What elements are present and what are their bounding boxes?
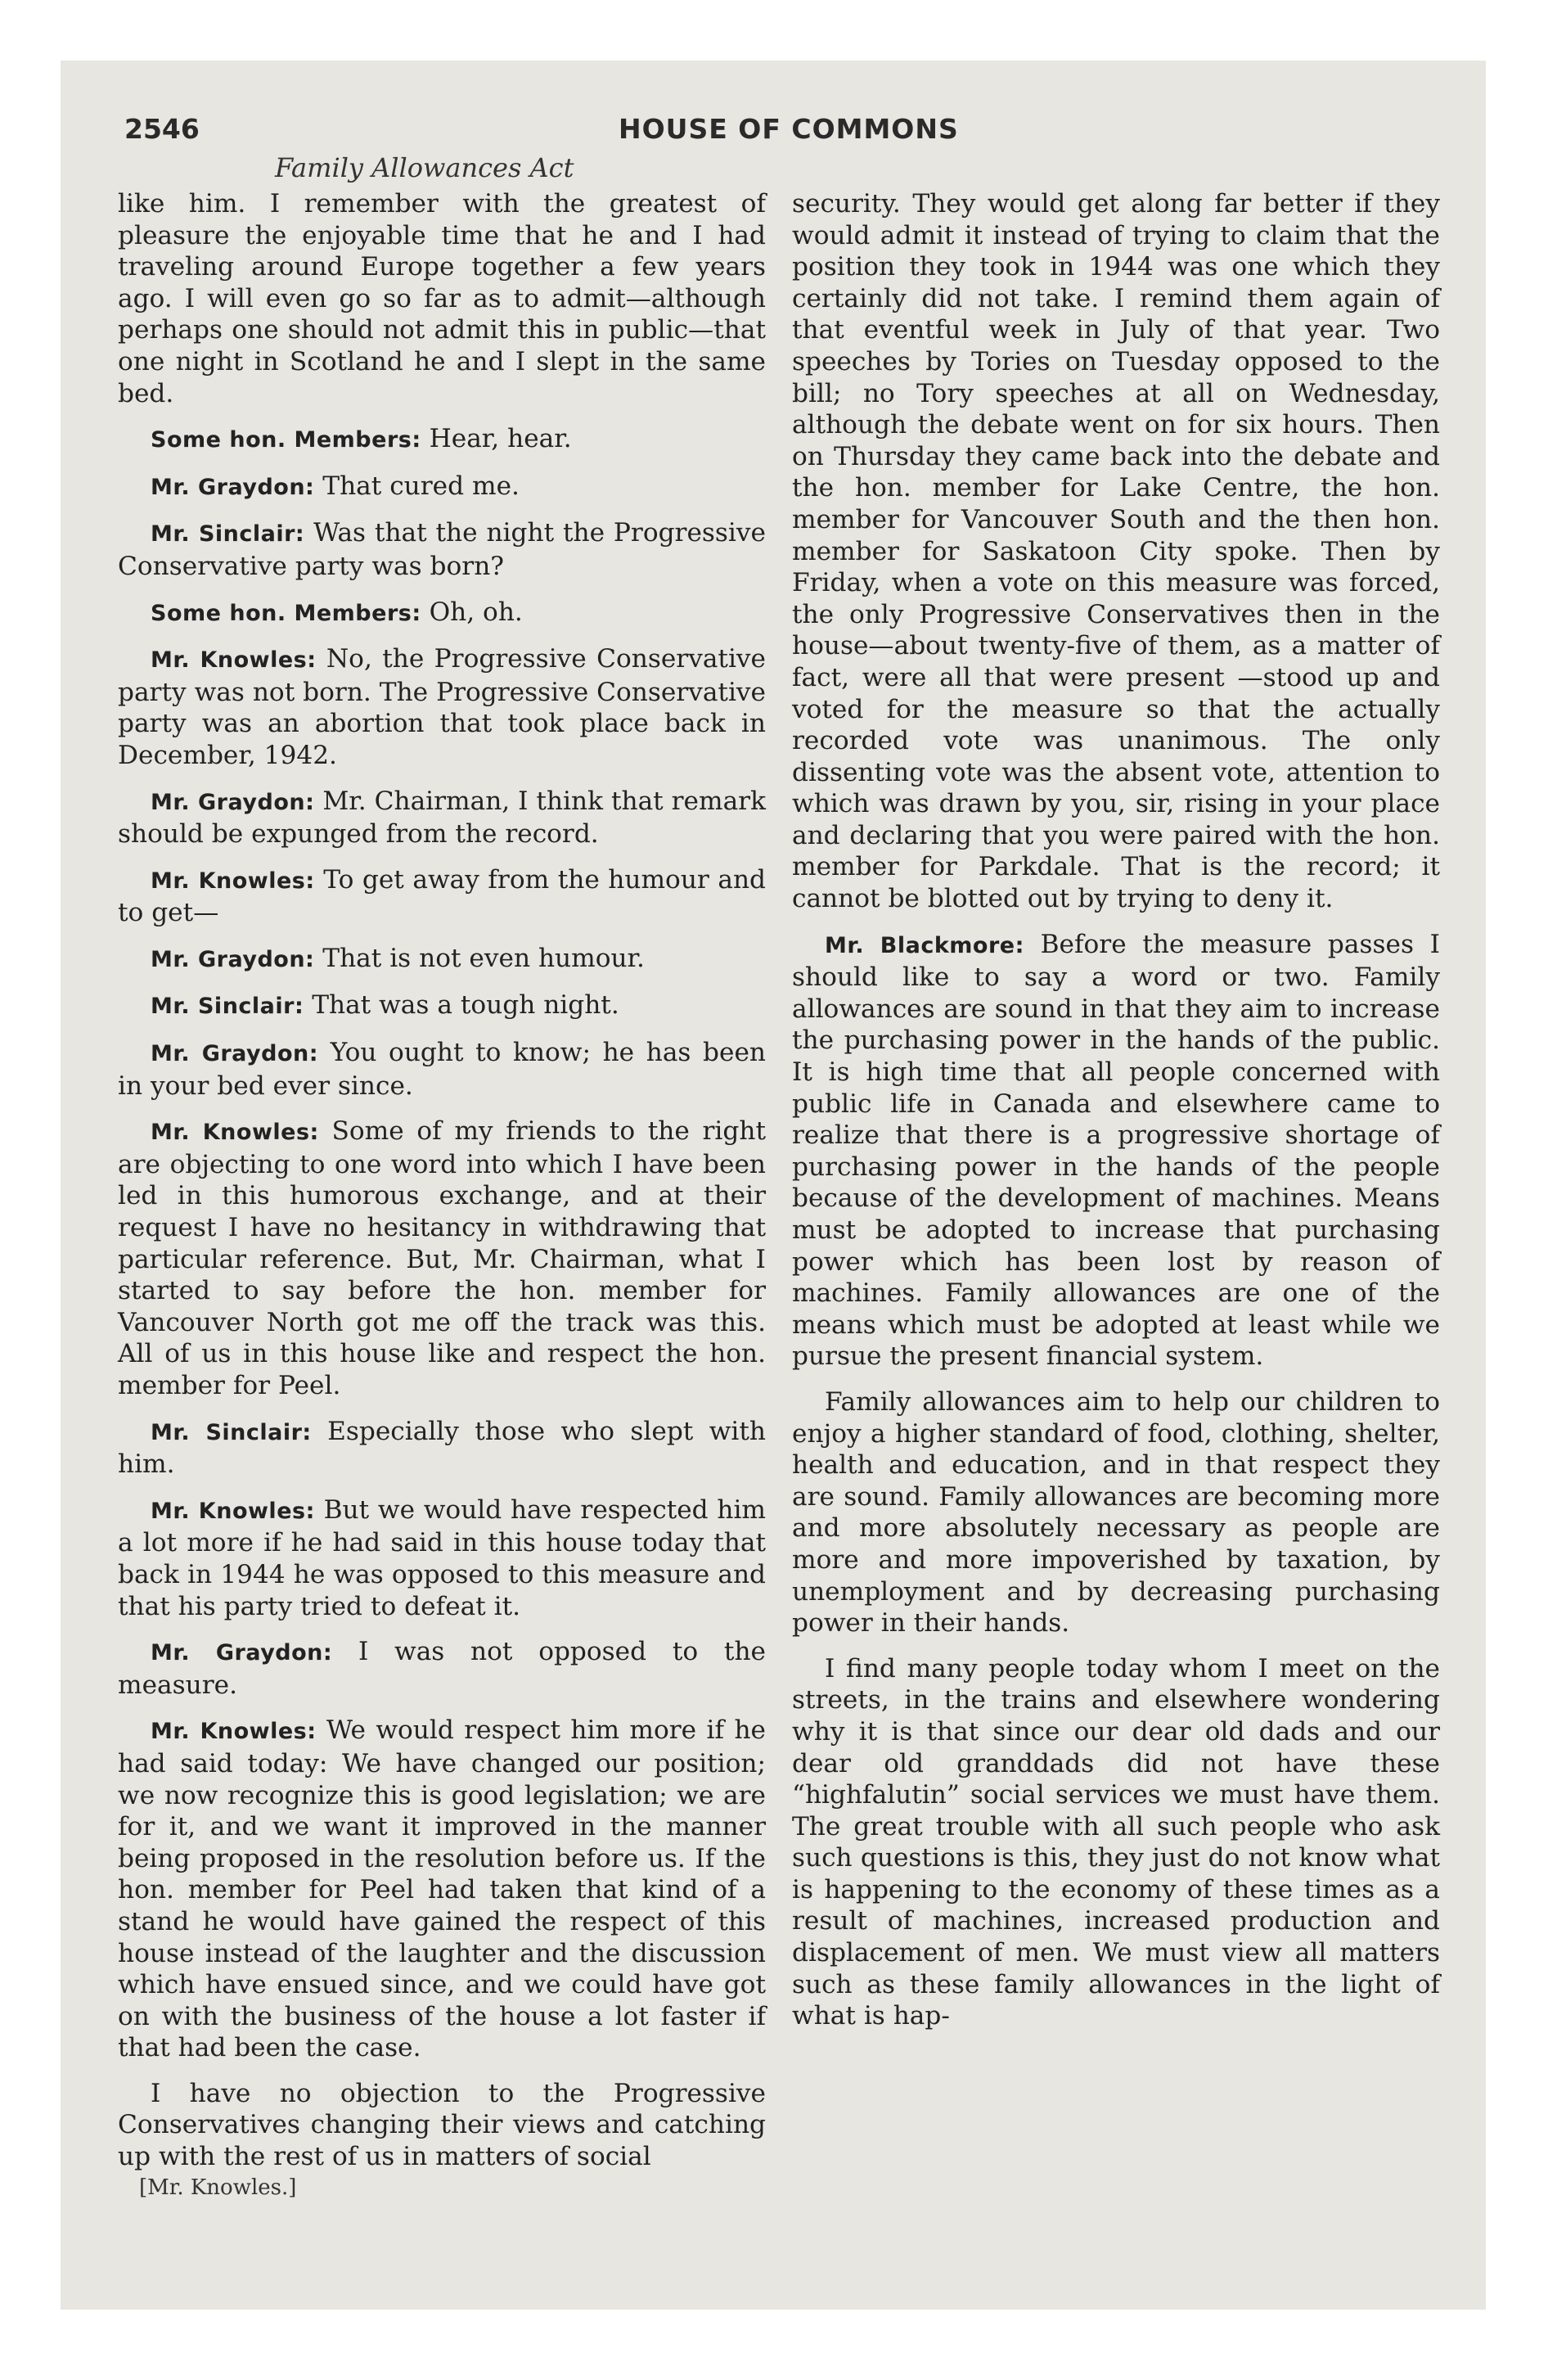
paragraph [118, 471, 766, 504]
paragraph [118, 188, 766, 409]
speaker-name: Some hon. Members: [151, 600, 421, 626]
speaker-name: Mr. Sinclair: [151, 1419, 312, 1445]
speaker-name: Mr. Knowles: [151, 647, 317, 674]
speaker-name: Mr. Knowles: [151, 1719, 317, 1745]
paragraph [118, 643, 766, 771]
paragraph-text: That was a tough night. [312, 990, 619, 1021]
speaker-name: Mr. Graydon: [151, 1640, 333, 1666]
paragraph-text: You ought to know; he has been in your bed ever since. [118, 1038, 767, 1101]
paragraph [118, 864, 766, 929]
footer-speaker-tag: [Mr. Knowles.] [139, 2175, 297, 2200]
paragraph-text: Mr. Chairman, I think that remark should be expunged from the record. [118, 786, 766, 850]
paragraph-text: like him. I remember with the greatest of pleasure the enjoyable time that he and I had traveling around Europe together a few years ago. I will even go so far as to admit—although perhaps one should not admit this in public—that one night in Scotland he and I slept in the same bed. [118, 189, 766, 408]
paragraph-text: Was that the night the Progressive Conservative party was born? [118, 518, 766, 581]
paragraph [118, 423, 766, 457]
paragraph-text: I have no objection to the Progressive Conservatives changing their views and catching up with the rest of us in matters of social [118, 2078, 766, 2172]
paragraph-text: We would respect him more if he had said today: We have changed our position; we now recognize this is good legislation; we are for it, and we want it improved in the manner being proposed in the resolution before us. If the hon. member for Peel had taken that kind of a stand he would have gained the respect of this house instead of the laughter and the discussion which have ensued since, and we could have got on with the business of the house a lot faster if that had been the case. [118, 1715, 766, 2063]
paragraph [792, 188, 1440, 915]
paragraph-text: Especially those who slept with him. [118, 1416, 766, 1480]
speaker-name: Mr. Graydon: [151, 1041, 319, 1067]
speaker-name: Some hon. Members: [151, 427, 421, 453]
speaker-name: Mr. Knowles: [151, 1498, 315, 1524]
speaker-name: Mr. Knowles: [151, 868, 315, 894]
paragraph-text: Family allowances aim to help our children to enjoy a higher standard of food, clothing, shelter, health and education, and in that respect they are sound. Family allowances are becoming more and more absolutely necessary as people are more and more impoverished by taxation, by unemployment and by decreasing purchasing power in their hands. [792, 1386, 1440, 1639]
paragraph-text: security. They would get along far better if they would admit it instead of trying to claim that the position they took in 1944 was one which they certainly did not take. I remind them again of that eventful week in July of that year. Two speeches by Tories on Tuesday opposed to the bill; no Tory speeches at all on Wednesday, although the debate went on for six hours. Then on Thursday they came back into the debate and the hon. member for Lake Centre, the hon. member for Vancouver South and the then hon. member for Saskatoon City spoke. Then by Friday, when a vote on this measure was forced, the only Progressive Conservatives then in the house—about twenty-five of them, as a matter of fact, were all that were present —stood up and voted for the measure so that the actually recorded vote was unanimous. The only dissenting vote was the absent vote, attention to which was drawn by you, sir, rising in your place and declaring that you were paired with the hon. member for Parkdale. That is the record; it cannot be blotted out by trying to deny it. [792, 189, 1440, 914]
paragraph-text: That is not even humour. [322, 943, 645, 973]
paragraph [118, 517, 766, 582]
speaker-name: Mr. Graydon: [151, 789, 315, 815]
section-subheading: Family Allowances Act [275, 152, 574, 183]
paragraph-text: Before the measure passes I should like to say a word or two. Family allowances are sound in that they aim to increase the purchasing power in the hands of the public. It is high time that all people concerned with public life in Canada and elsewhere came to realize that there is a progressive shortage of purchasing power in the hands of the people because of the development of machines. Means must be adopted to increase that purchasing power which has been lost by reason of machines. Family allowances are one of the means which must be adopted at least while we pursue the present financial system. [792, 929, 1440, 1372]
right-column [792, 188, 1440, 2046]
paragraph [118, 1116, 766, 1401]
paragraph [792, 1653, 1440, 2032]
paragraph [118, 597, 766, 630]
paragraph [118, 786, 766, 850]
paragraph-text: No, the Progressive Conservative party was not born. The Progressive Conservative party was an abortion that took place back in December, 1942. [118, 644, 766, 770]
paragraph-text: But we would have respected him a lot more if he had said in this house today that back in 1944 he was opposed to this measure and that his party tried to defeat it. [118, 1494, 767, 1621]
page-header [124, 113, 1456, 149]
speaker-name: Mr. Sinclair: [151, 521, 305, 548]
speaker-name: Mr. Graydon: [151, 474, 315, 500]
speaker-name: Mr. Sinclair: [151, 994, 304, 1020]
left-column [118, 188, 766, 2187]
speaker-name: Mr. Knowles: [151, 1120, 319, 1146]
speaker-name: Mr. Graydon: [151, 946, 315, 972]
paragraph [118, 1636, 766, 1701]
paragraph-text: That cured me. [322, 471, 520, 501]
paragraph-text: Oh, oh. [429, 597, 523, 627]
paragraph [792, 929, 1440, 1373]
paragraph [118, 989, 766, 1023]
paragraph-text: Some of my friends to the right are objecting to one word into which I have been led in this humorous exchange, and at their request I have no hesitancy in withdrawing that particular reference. But, Mr. Chairman, what I started to say before the hon. member for Vancouver North got me off the track was this. All of us in this house like and respect the hon. member for Peel. [118, 1116, 766, 1400]
paragraph [118, 1037, 766, 1102]
paragraph-text: I was not opposed to the measure. [118, 1637, 766, 1700]
paragraph-text: Hear, hear. [429, 424, 572, 454]
paragraph [792, 1386, 1440, 1639]
page-number: 2546 [124, 113, 200, 145]
paragraph-text: I find many people today whom I meet on the streets, in the trains and elsewhere wondering why it is that since our dear old dads and our dear old granddads did not have these “highfalutin” social services we must have them. The great trouble with all such people who ask such questions is this, they just do not know what is happening to the economy of these times as a result of machines, increased production and displacement of men. We must view all matters such as these family allowances in the light of what is hap- [792, 1653, 1440, 2031]
paragraph [118, 2078, 766, 2173]
paragraph [118, 1416, 766, 1481]
paragraph [118, 943, 766, 976]
running-title: HOUSE OF COMMONS [619, 113, 959, 145]
paragraph-text: To get away from the humour and to get— [118, 864, 766, 928]
speaker-name: Mr. Blackmore: [825, 932, 1024, 958]
paragraph [118, 1715, 766, 2064]
paragraph [118, 1494, 766, 1622]
